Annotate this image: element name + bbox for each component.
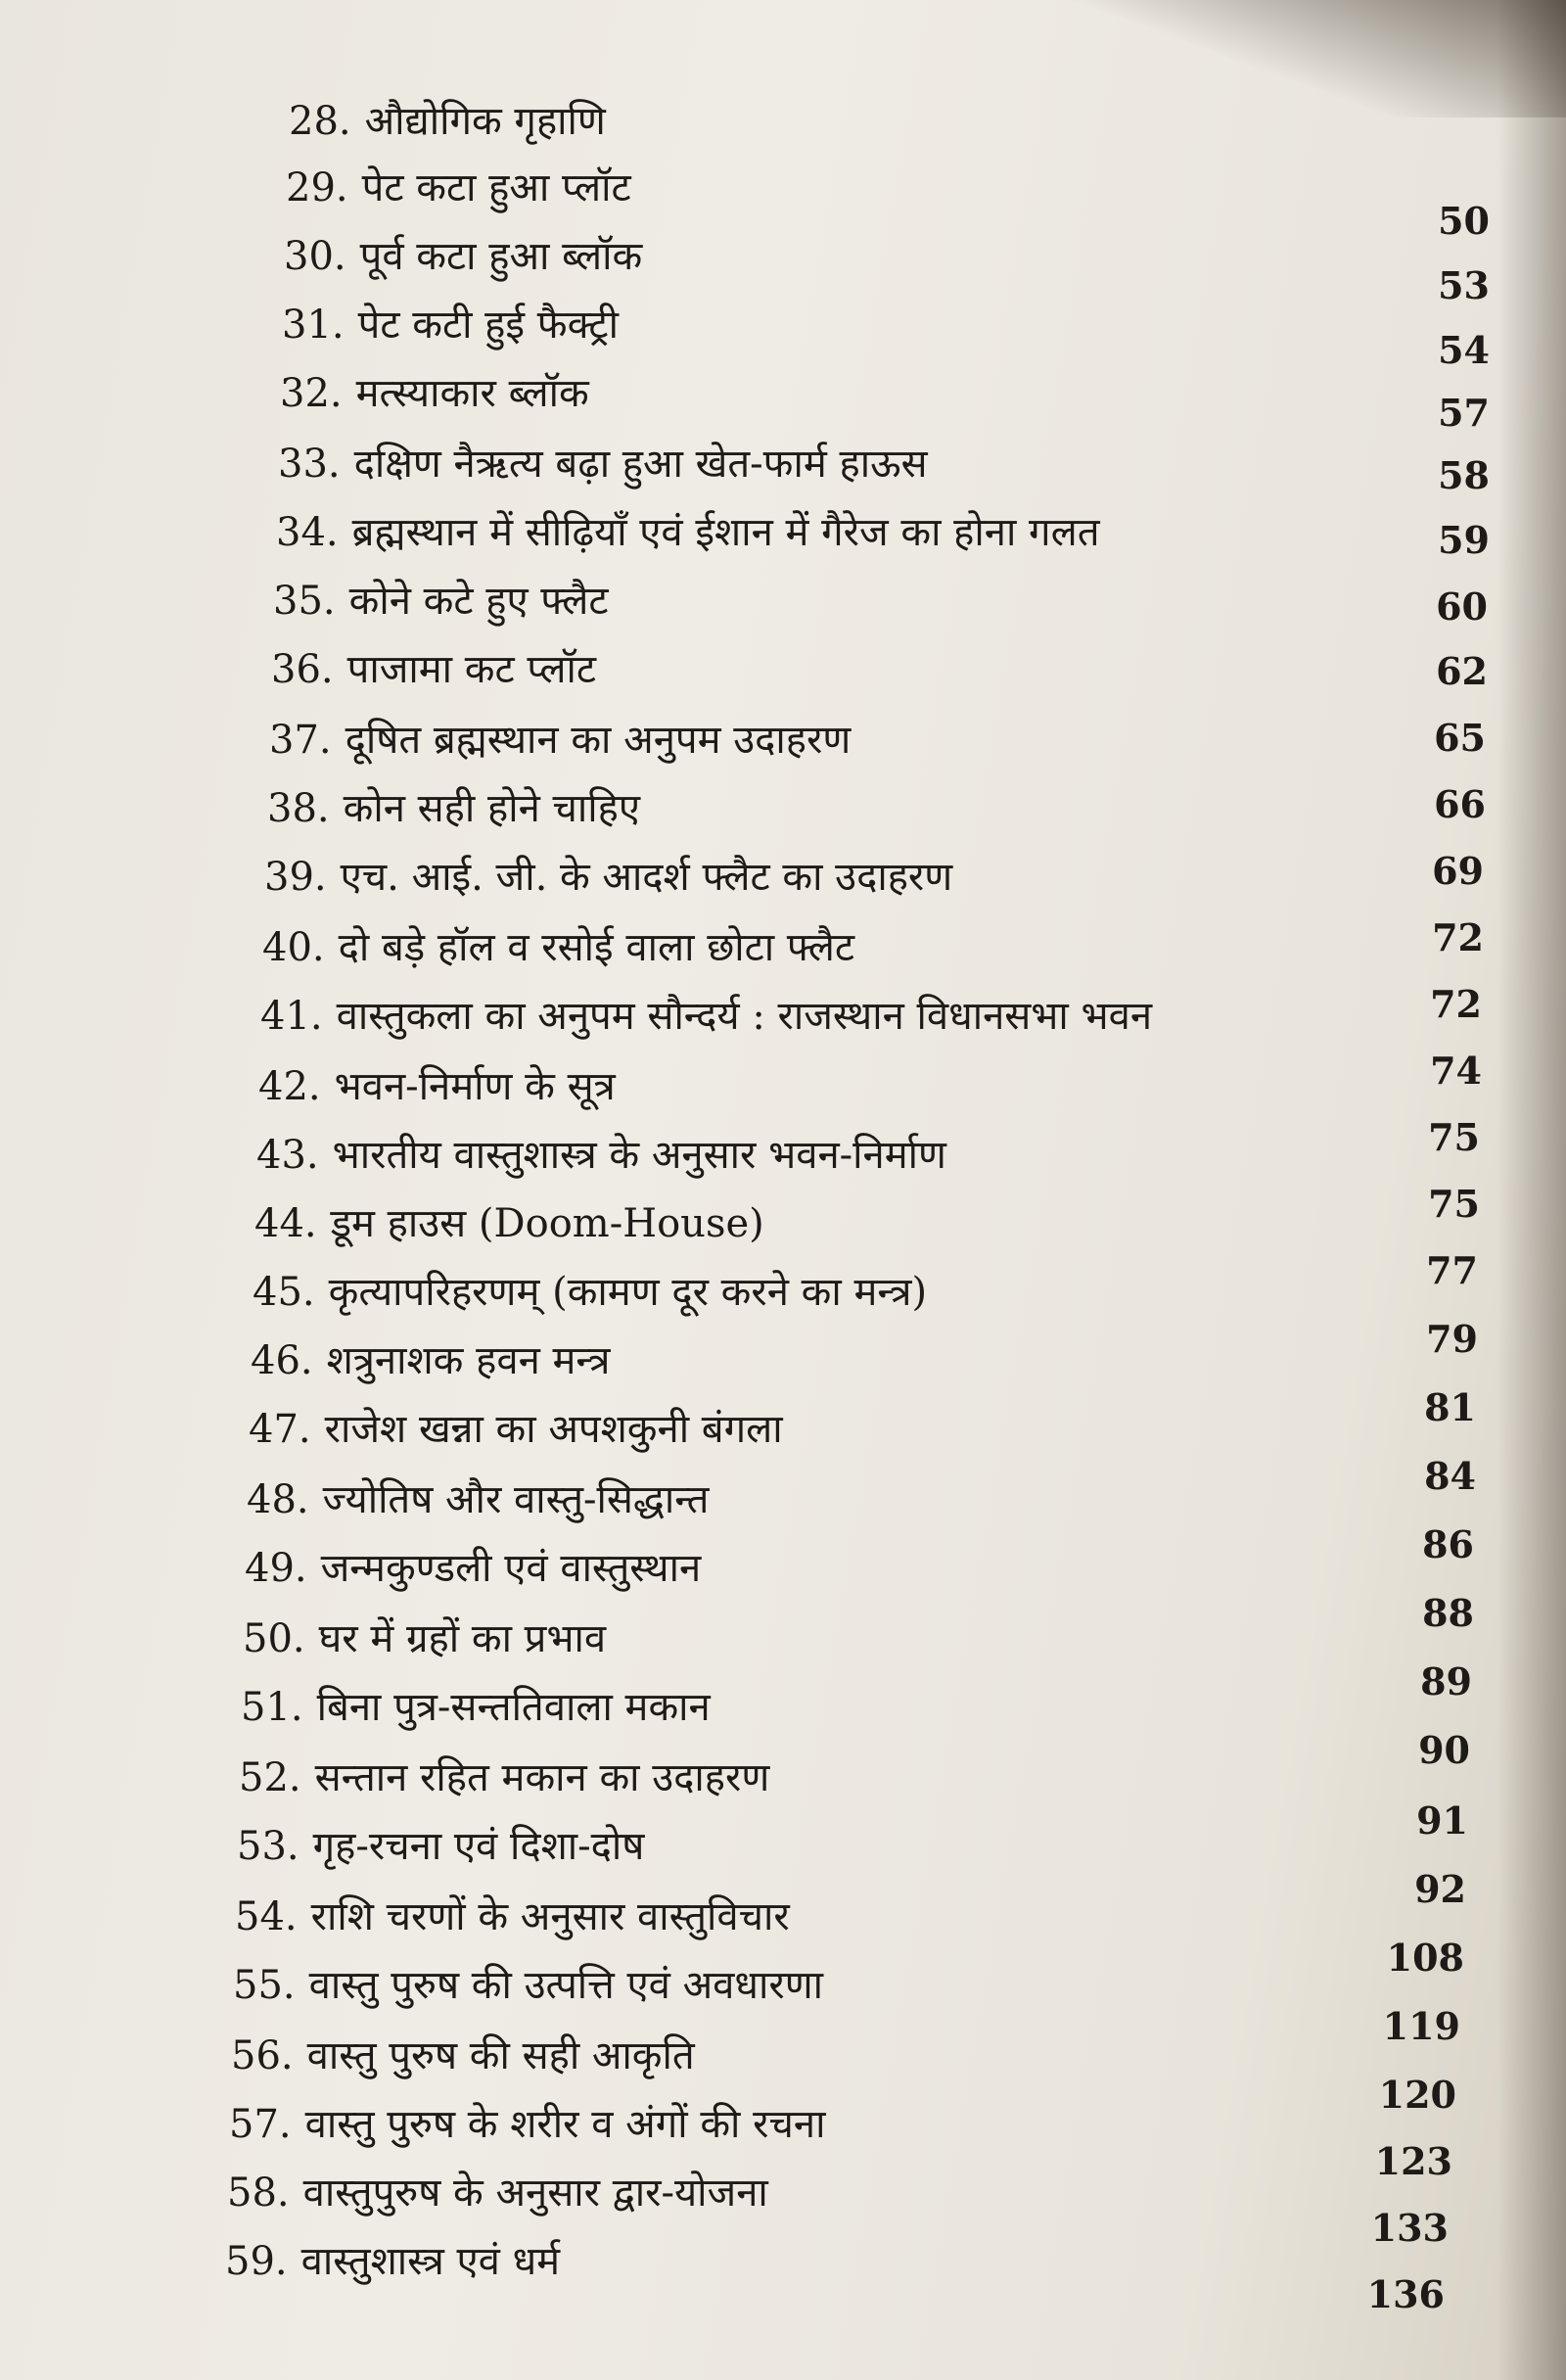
entry-title: कोन सही होने चाहिए	[343, 786, 640, 831]
toc-entry	[231, 2032, 695, 2079]
entry-number: 41.	[260, 994, 323, 1039]
page-number: 75	[1428, 1115, 1480, 1159]
page-number: 65	[1434, 716, 1486, 760]
entry-title: वास्तुपुरुष के अनुसार द्वार-योजना	[302, 2170, 768, 2216]
page-number: 53	[1438, 263, 1490, 307]
page-number: 54	[1438, 328, 1490, 372]
entry-number: 38.	[267, 786, 330, 831]
page-number: 92	[1414, 1867, 1466, 1911]
page-number: 84	[1424, 1454, 1476, 1498]
entry-title: घर में ग्रहों का प्रभाव	[318, 1616, 607, 1661]
entry-title: पेट कटा हुआ प्लॉट	[361, 165, 631, 210]
entry-number: 48.	[247, 1477, 309, 1522]
page-number: 57	[1438, 391, 1490, 435]
entry-title: वास्तुशास्त्र एवं धर्म	[300, 2239, 561, 2284]
entry-title: वास्तु पुरुष की सही आकृति	[306, 2033, 695, 2078]
entry-title: कृत्यापरिहरणम् (कामण दूर करने का मन्त्र)	[328, 1270, 928, 1315]
page-number: 69	[1432, 849, 1484, 893]
entry-number: 33.	[278, 442, 341, 487]
page-number: 62	[1436, 649, 1488, 693]
entry-number: 59.	[225, 2239, 288, 2284]
page-number: 75	[1428, 1182, 1480, 1226]
toc-entry	[256, 1132, 946, 1179]
toc-entry	[245, 1545, 701, 1592]
toc-entry	[233, 1962, 823, 2009]
page-number: 77	[1426, 1248, 1478, 1292]
page-number: 60	[1436, 584, 1488, 629]
entry-title: शत्रुनाशक हवन मन्त्र	[326, 1338, 611, 1383]
toc-entry	[267, 785, 640, 832]
entry-title: बिना पुत्र-सन्ततिवाला मकान	[316, 1685, 711, 1730]
page-number: 119	[1382, 2004, 1460, 2048]
toc-entry	[269, 717, 851, 764]
page-edge-shadow	[1497, 0, 1566, 2380]
entry-title: वास्तु पुरुष की उत्पत्ति एवं अवधारणा	[308, 1963, 823, 2008]
entry-title: दो बड़े हॉल व रसोई वाला छोटा फ्लैट	[338, 925, 855, 970]
toc-entry	[262, 924, 854, 971]
entry-number: 32.	[280, 371, 343, 416]
entry-title: पूर्व कटा हुआ ब्लॉक	[359, 234, 643, 279]
toc-entry	[280, 370, 589, 417]
page-number: 88	[1422, 1591, 1474, 1635]
entry-number: 49.	[245, 1546, 307, 1591]
toc-entry	[276, 509, 1100, 556]
entry-title: कोने कटे हुए फ्लैट	[348, 579, 609, 624]
toc-entry	[271, 646, 596, 693]
entry-number: 37.	[269, 718, 332, 763]
toc-entry	[273, 578, 609, 625]
entry-title: जन्मकुण्डली एवं वास्तुस्थान	[320, 1546, 702, 1591]
entry-number: 55.	[233, 1963, 296, 2008]
entry-number: 31.	[282, 303, 345, 348]
toc-entry	[225, 2238, 560, 2285]
toc-entry	[251, 1337, 611, 1384]
entry-title: पाजामा कट प्लॉट	[346, 647, 597, 692]
page-number: 59	[1438, 518, 1490, 562]
page-number: 86	[1422, 1522, 1474, 1566]
toc-entry	[243, 1615, 606, 1662]
entry-title: राशि चरणों के अनुसार वास्तुविचार	[310, 1894, 790, 1939]
entry-title: डूम हाउस (Doom-House)	[330, 1201, 764, 1246]
page-corner-shadow	[1057, 0, 1566, 117]
entry-number: 54.	[235, 1894, 298, 1939]
entry-title: वास्तु पुरुष के शरीर व अंगों की रचना	[304, 2102, 826, 2147]
page-number: 133	[1370, 2206, 1449, 2250]
page-number: 90	[1418, 1728, 1470, 1772]
entry-number: 58.	[227, 2170, 290, 2216]
page-number: 72	[1432, 915, 1484, 959]
entry-title: औद्योगिक गृहाणि	[364, 99, 606, 144]
entry-number: 36.	[271, 647, 334, 692]
entry-number: 51.	[241, 1685, 303, 1730]
entry-number: 45.	[253, 1270, 315, 1315]
entry-title: दूषित ब्रह्मस्थान का अनुपम उदाहरण	[345, 718, 852, 763]
toc-entry	[289, 98, 606, 145]
page-number: 136	[1366, 2272, 1445, 2316]
entry-number: 44.	[254, 1201, 317, 1246]
toc-entry	[235, 1893, 790, 1940]
entry-number: 57.	[229, 2102, 292, 2147]
toc-entry	[260, 993, 1152, 1040]
entry-number: 30.	[284, 234, 346, 279]
toc-entry	[247, 1476, 709, 1523]
entry-number: 50.	[243, 1616, 305, 1661]
page-number: 91	[1416, 1798, 1468, 1843]
page-number: 81	[1424, 1385, 1476, 1429]
page-number: 66	[1434, 782, 1486, 826]
entry-number: 39.	[264, 855, 327, 900]
page-number: 79	[1426, 1317, 1478, 1361]
toc-entry	[264, 854, 952, 901]
entry-number: 52.	[239, 1755, 301, 1800]
entry-title: एच. आई. जी. के आदर्श फ्लैट का उदाहरण	[340, 855, 953, 900]
toc-entry	[241, 1684, 711, 1731]
entry-number: 46.	[251, 1338, 313, 1383]
page-number: 89	[1420, 1659, 1472, 1703]
entry-number: 53.	[237, 1824, 299, 1869]
entry-number: 28.	[289, 99, 351, 144]
toc-entry	[282, 302, 619, 349]
entry-number: 34.	[276, 510, 339, 555]
page-number: 108	[1386, 1936, 1464, 1980]
entry-title: पेट कटी हुई फैक्ट्री	[357, 303, 619, 348]
entry-title: सन्तान रहित मकान का उदाहरण	[314, 1755, 770, 1800]
entry-title: मत्स्याकार ब्लॉक	[355, 371, 589, 416]
entry-title: गृह-रचना एवं दिशा-दोष	[312, 1824, 645, 1869]
page-number: 50	[1438, 199, 1490, 243]
entry-number: 29.	[286, 165, 348, 210]
entry-title: राजेश खन्ना का अपशकुनी बंगला	[324, 1407, 783, 1452]
entry-number: 47.	[249, 1407, 311, 1452]
toc-entry	[249, 1406, 783, 1453]
page-number: 120	[1378, 2073, 1456, 2117]
entry-number: 40.	[262, 925, 325, 970]
entry-number: 35.	[273, 579, 336, 624]
toc-entry	[278, 441, 928, 488]
page-number: 58	[1438, 453, 1490, 497]
toc-entry	[254, 1200, 764, 1247]
entry-number: 56.	[231, 2033, 294, 2078]
entry-title: दक्षिण नैऋत्य बढ़ा हुआ खेत-फार्म हाऊस	[353, 442, 928, 487]
entry-title: भवन-निर्माण के सूत्र	[334, 1064, 616, 1109]
entry-title: ज्योतिष और वास्तु-सिद्धान्त	[322, 1477, 710, 1522]
toc-entry	[237, 1823, 644, 1870]
toc-entry	[258, 1063, 616, 1110]
toc-entry	[284, 233, 642, 280]
entry-title: ब्रह्मस्थान में सीढ़ियाँ एवं ईशान में गैरेज का होना गलत	[351, 510, 1100, 555]
toc-entry	[286, 164, 631, 211]
toc-entry	[227, 2170, 768, 2217]
entry-number: 43.	[256, 1133, 319, 1178]
page-number: 74	[1430, 1049, 1482, 1093]
entry-number: 42.	[258, 1064, 321, 1109]
page-number: 72	[1430, 982, 1482, 1026]
toc-entry	[253, 1269, 927, 1316]
page-number: 123	[1374, 2139, 1452, 2183]
entry-title: वास्तुकला का अनुपम सौन्दर्य : राजस्थान विधानसभा भवन	[336, 994, 1153, 1039]
toc-entry	[229, 2101, 825, 2148]
toc-entry	[239, 1754, 769, 1801]
entry-title: भारतीय वास्तुशास्त्र के अनुसार भवन-निर्माण	[332, 1133, 946, 1178]
